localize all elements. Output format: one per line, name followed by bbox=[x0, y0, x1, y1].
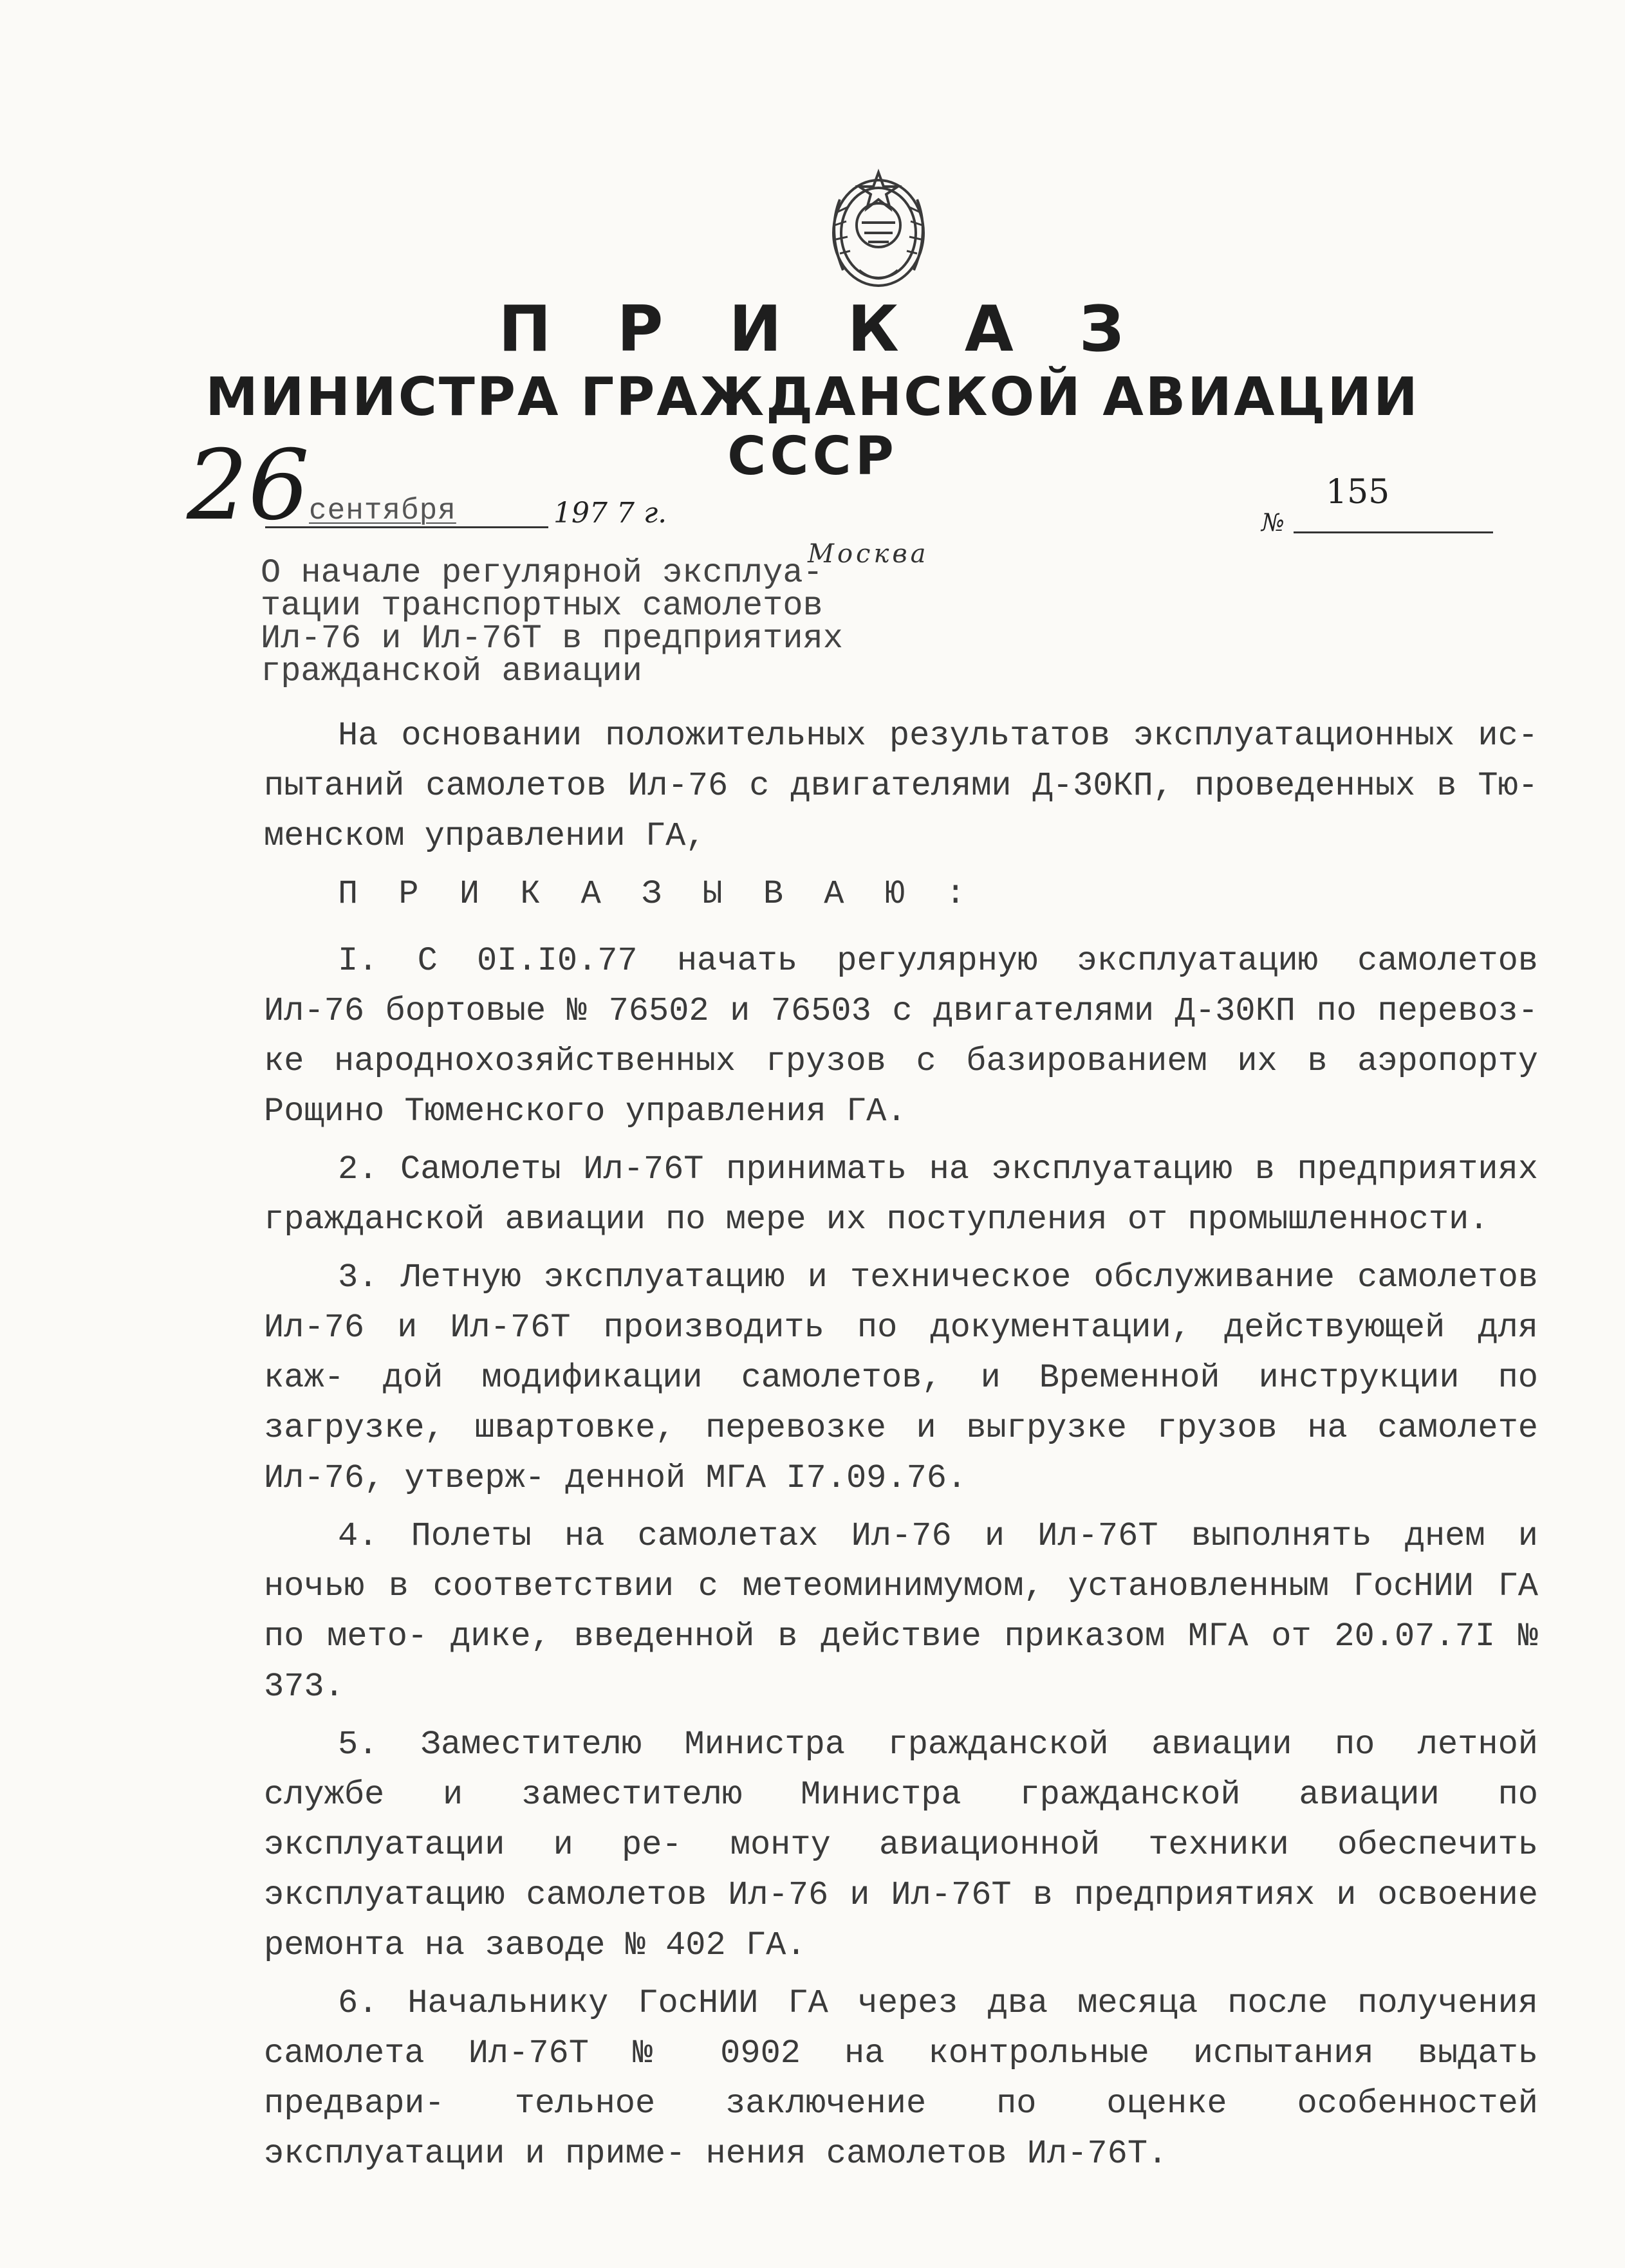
city-name: Москва bbox=[808, 539, 929, 569]
order-item-text: 2. Самолеты Ил-76Т принимать на эксплуатацию в предприятиях гражданской авиации по мере их поступления от промышленности. bbox=[264, 1150, 1538, 1239]
order-item-4 bbox=[264, 1511, 1538, 1712]
order-item-5 bbox=[264, 1720, 1538, 1971]
handwritten-day: 26 bbox=[187, 430, 310, 542]
order-item-text: 6. Начальнику ГосНИИ ГА через два месяца после получения самолета Ил-76Т № 0902 на контрольные испытания выдать предвари- тельное заключение по оценке особенностей эксплуатации и приме- нения самолетов Ил-76Т. bbox=[264, 1984, 1538, 2173]
date-month: сентября bbox=[309, 494, 456, 528]
order-word: П Р И К А З Ы В А Ю : bbox=[338, 875, 976, 913]
ministry-name: МИНИСТРА ГРАЖДАНСКОЙ АВИАЦИИ bbox=[205, 367, 1420, 428]
order-number: 155 bbox=[1326, 473, 1390, 512]
order-item-6 bbox=[264, 1978, 1538, 2179]
document-title: П Р И К А З bbox=[498, 293, 1146, 366]
order-subject: О начале регулярной эксплуа- тации транспортных самолетов Ил-76 и Ил-76Т в предприятиях гражданской авиации bbox=[261, 554, 843, 690]
order-item-2 bbox=[264, 1145, 1538, 1245]
number-underline bbox=[1294, 531, 1493, 533]
order-item-3 bbox=[264, 1253, 1538, 1504]
order-item-text: 4. Полеты на самолетах Ил-76 и Ил-76Т выполнять днем и ночью в соответствии с метеоминимумом, установленным ГосНИИ ГА по мето- дике, введенной в действие приказом МГА от 20.07.7I № 373. bbox=[264, 1517, 1538, 1706]
order-item-text: 5. Заместителю Министра гражданской авиации по летной службе и заместителю Министра гражданской авиации по эксплуатации и ре- монту авиационной техники обеспечить эксплуатацию самолетов Ил-76 и Ил-76Т в предприятиях и освоение ремонта на заводе № 402 ГА. bbox=[264, 1726, 1538, 1964]
order-item-text: 3. Летную эксплуатацию и техническое обслуживание самолетов Ил-76 и Ил-76Т производить по документации, действующей для каж- дой модификации самолетов, и Временной инструкции по загрузке, швартовке, перевозке и выгрузке грузов на самолете Ил-76, утверж- денной МГА I7.09.76. bbox=[264, 1258, 1538, 1497]
order-item-text: I. С 0I.I0.77 начать регулярную эксплуатацию самолетов Ил-76 бортовые № 76502 и 76503 с двигателями Д-30КП по перевоз- ке народнохозяйственных грузов с базированием их в аэропорту Рощино Тюменского управления ГА. bbox=[264, 942, 1538, 1130]
ussr-coat-of-arms-icon bbox=[814, 161, 943, 299]
preamble-paragraph bbox=[264, 711, 1538, 862]
order-body bbox=[264, 711, 1538, 2187]
date-year: 197 7 г. bbox=[553, 497, 667, 530]
order-item-1 bbox=[264, 936, 1538, 1137]
preamble-text: На основании положительных результатов эксплуатационных ис- пытаний самолетов Ил-76 с двигателями Д-30КП, проведенных в Тю- менском управлении ГА, bbox=[264, 717, 1538, 855]
country-name: СССР bbox=[727, 426, 898, 487]
number-sign: № bbox=[1261, 508, 1285, 537]
